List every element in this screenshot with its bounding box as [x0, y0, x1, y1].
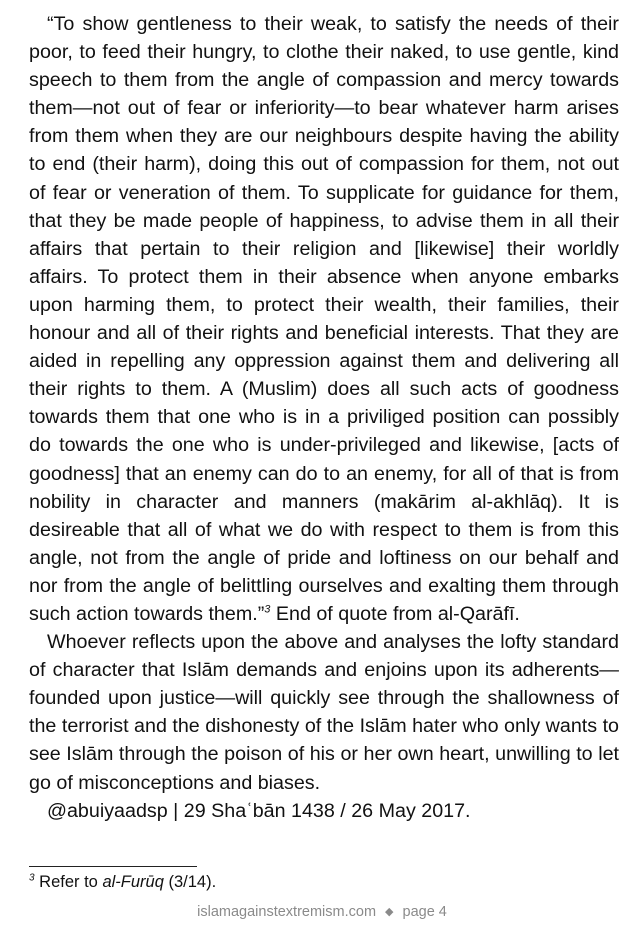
page-body: [29, 10, 619, 825]
page-number: page 4: [402, 904, 447, 920]
quote-attribution: End of quote from al-Qarāfī.: [270, 602, 520, 625]
footnote-reference[interactable]: 3: [264, 603, 271, 616]
quote-text: “To show gentleness to their weak, to satisfy the needs of their poor, to feed their hungry, to clothe their naked, to use gentle, kind speech to them from the angle of compassion and mercy towards them—not out of fear or inferiority—to bear whatever harm arises from them when they are our neighbours despite having the ability to end (their harm), doing this out of compassion for them, not out of fear or veneration of them. To supplicate for guidance for them, that they be made people of happiness, to advise them in all their affairs that pertain to their religion and [likewise] their worldly affairs. To protect them in their absence when anyone embarks upon harming them, to protect their wealth, their families, their honour and all of their rights and beneficial interests. That they are aided in repelling any oppression against them and delivering all their rights to them. A (Muslim) does all such acts of goodness towards them that one who is in a priviliged position can possibly do towards the one who is under-privileged and likewise, [acts of goodness] that an enemy can do to an enemy, for all of that is from nobility in character and manners (makārim al-akhlāq). It is desireable that all of what we do with respect to them is from this angle, not from the angle of pride and loftiness on our behalf and nor from the angle of belittling ourselves and exalting them through such action towards them.”: [29, 13, 619, 625]
footnote-prefix: Refer to: [34, 873, 103, 891]
footer-site-link[interactable]: islamagainstextremism.com: [197, 904, 377, 920]
diamond-separator-icon: ◆: [385, 906, 394, 918]
footnote-book-title: al-Furūq: [102, 873, 164, 891]
footnote-divider: [29, 866, 197, 867]
footnote-suffix: (3/14).: [163, 873, 217, 891]
signature-line: @abuiyaadsp | 29 Shaʿbān 1438 / 26 May 2017.: [47, 799, 471, 822]
footnote-number: 3: [29, 872, 35, 884]
page-footer: [0, 904, 644, 920]
quote-paragraph: [29, 10, 619, 628]
footnote: [29, 872, 216, 892]
commentary-paragraph: Whoever reflects upon the above and analyses the lofty standard of character that Islām demands and enjoins upon its adherents—founded upon justice—will quickly see through the shallowness of the terrorist and the dishonesty of the Islām hater who only wants to see Islām through the poison of his or her own heart, unwilling to let go of misconceptions and biases.: [29, 631, 619, 794]
